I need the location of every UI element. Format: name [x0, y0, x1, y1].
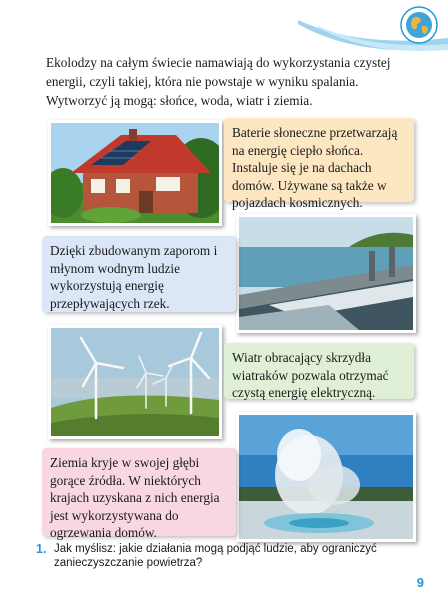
- question-number: 1.: [36, 542, 47, 556]
- solar-energy-card: [224, 118, 414, 210]
- wind-energy-card: [224, 343, 414, 399]
- solar-energy-text: Baterie słoneczne przetwarzają na energię ciepło słońca. Instaluje się je na dachach domów. Używane są także w pojazdach kosmicznych.: [232, 125, 398, 210]
- question-1: [36, 542, 416, 570]
- dam-photo: [236, 214, 416, 333]
- solar-house-photo: [48, 120, 222, 226]
- wind-turbines-photo: [48, 325, 222, 439]
- water-energy-text: Dzięki zbudowanym zaporom i młynom wodnym ludzie wykorzystują energię przepływających rzek.: [50, 243, 218, 311]
- intro-paragraph: Ekolodzy na całym świecie namawiają do wykorzystania czystej energii, czyli takiej, która nie powstaje w wyniku spalania. Wytworzyć ją mogą: słońce, woda, wiatr i ziemia.: [46, 55, 391, 108]
- wind-energy-text: Wiatr obracający skrzydła wiatraków pozwala otrzymać czystą energię elektryczną.: [232, 350, 389, 400]
- geothermal-energy-card: [42, 448, 236, 540]
- page-number: 9: [416, 575, 424, 590]
- geyser-photo: [236, 412, 416, 542]
- globe-icon: [400, 6, 438, 44]
- question-text: Jak myślisz: jakie działania mogą podjąć ludzie, aby ograniczyć zanieczyszczanie powietrza?: [54, 543, 377, 569]
- water-energy-card: [42, 236, 236, 312]
- geothermal-energy-text: Ziemia kryje w swojej głębi gorące źródła. W niektórych krajach uzyskana z nich energia jest wykorzystywana do ogrzewania domów.: [50, 455, 220, 540]
